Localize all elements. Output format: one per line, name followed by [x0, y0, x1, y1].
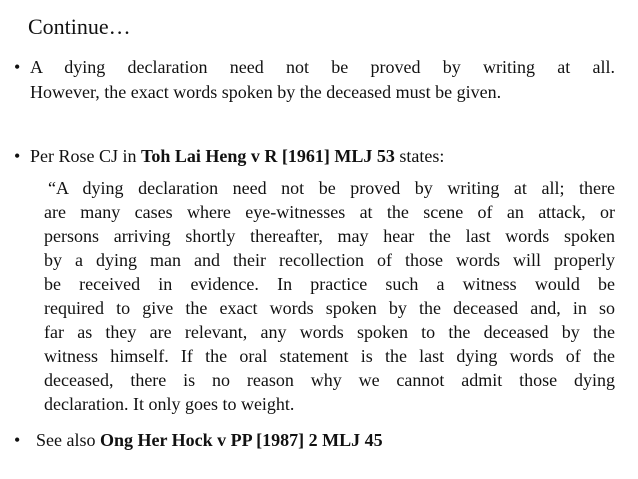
- case-citation-toh-lai-heng: Toh Lai Heng v R [1961] MLJ 53: [141, 146, 395, 166]
- quote-line-4: by a dying man and their recollection of those words will properly: [44, 250, 615, 270]
- bullet-1-line-1: A dying declaration need not be proved by writing at all.: [30, 57, 615, 77]
- quote-line-6: required to give the exact words spoken by the deceased and, in so: [44, 298, 615, 318]
- quote-line-2: are many cases where eye-witnesses at the scene of an attack, or: [44, 202, 615, 222]
- bullet-2-text: [30, 144, 615, 168]
- quote-line-8: witness himself. If the oral statement is the last dying words of the: [44, 346, 615, 366]
- case-citation-ong-her-hock: Ong Her Hock v PP [1987] 2 MLJ 45: [99, 430, 383, 450]
- quote-line-7: far as they are relevant, any words spoken to the deceased by the: [44, 322, 615, 342]
- bullet-3-prefix: See also: [36, 430, 100, 450]
- quote-line-10: declaration. It only goes to weight.: [44, 394, 295, 414]
- bullet-1-line-2: However, the exact words spoken by the deceased must be given.: [30, 82, 502, 102]
- bullet-icon: •: [14, 146, 21, 166]
- bullet-2-prefix: Per Rose CJ in: [30, 146, 142, 166]
- quote-line-5: be received in evidence. In practice such a witness would be: [44, 274, 615, 294]
- quote-line-9: deceased, there is no reason why we cannot admit those dying: [44, 370, 615, 390]
- bullet-2-suffix: states:: [394, 146, 445, 166]
- bullet-3-text: [36, 428, 621, 452]
- bullet-icon: •: [14, 57, 21, 77]
- slide-title: Continue…: [28, 14, 131, 39]
- bullet-icon: •: [14, 430, 21, 450]
- quote-line-3: persons arriving shortly thereafter, may hear the last words spoken: [44, 226, 615, 246]
- quote-line-1: “A dying declaration need not be proved by writing at all; there: [48, 178, 615, 198]
